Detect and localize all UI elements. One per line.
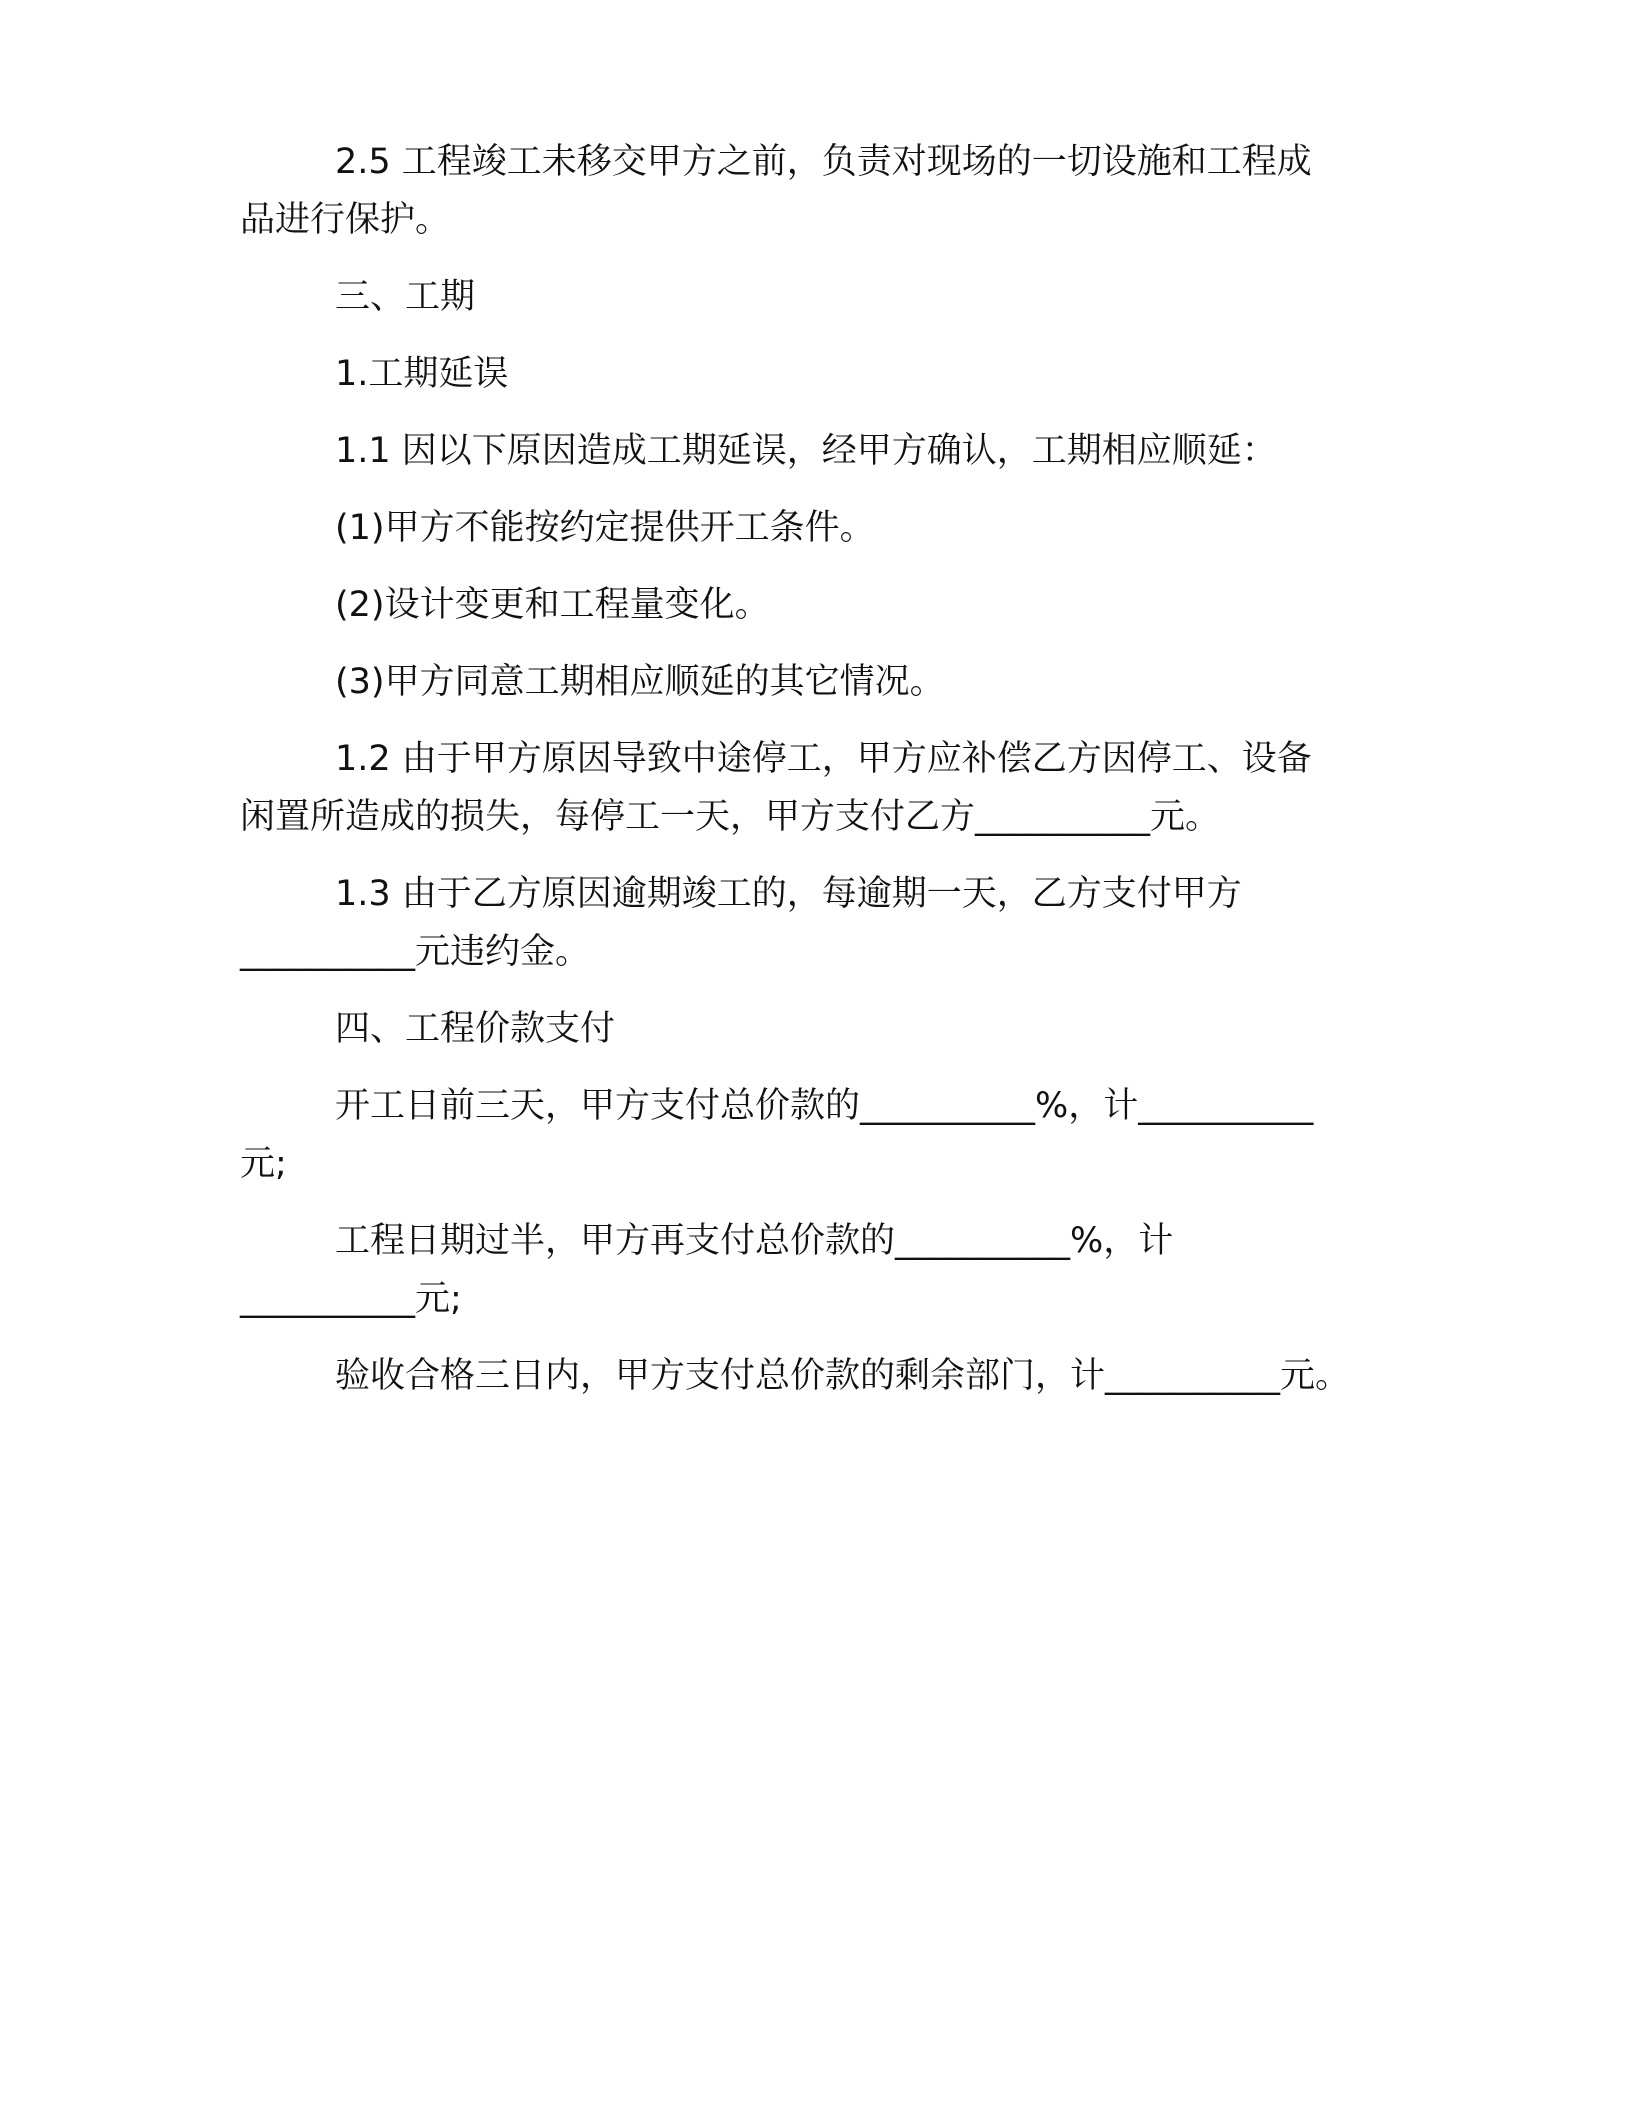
- paragraph-line: (2)设计变更和工程量变化。: [335, 585, 770, 625]
- paragraph-line: 2.5 工程竣工未移交甲方之前，负责对现场的一切设施和工程成: [335, 142, 1312, 182]
- paragraph-line: 元;: [240, 1144, 287, 1184]
- paragraph-line: 1.3 由于乙方原因逾期竣工的，每逾期一天，乙方支付甲方: [335, 874, 1242, 914]
- paragraph-line: 工程日期过半，甲方再支付总价款的__________%，计: [335, 1221, 1174, 1261]
- paragraph-line: 1.工期延误: [335, 354, 509, 394]
- section-title: 三、工期: [335, 277, 476, 317]
- paragraph-line: 1.2 由于甲方原因导致中途停工，甲方应补偿乙方因停工、设备: [335, 739, 1312, 779]
- paragraph-line: 品进行保护。: [240, 200, 451, 240]
- section-title: 四、工程价款支付: [335, 1009, 616, 1049]
- paragraph-line: (3)甲方同意工期相应顺延的其它情况。: [335, 662, 945, 702]
- paragraph-line: (1)甲方不能按约定提供开工条件。: [335, 508, 875, 548]
- paragraph-line: 验收合格三日内，甲方支付总价款的剩余部门，计__________元。: [335, 1356, 1351, 1396]
- paragraph-line: 1.1 因以下原因造成工期延误，经甲方确认，工期相应顺延：: [335, 431, 1277, 471]
- paragraph-line: __________元;: [240, 1279, 462, 1319]
- paragraph-line: __________元违约金。: [240, 932, 591, 972]
- paragraph-line: 开工日前三天，甲方支付总价款的__________%，计__________: [335, 1086, 1314, 1126]
- paragraph-line: 闲置所造成的损失，每停工一天，甲方支付乙方__________元。: [240, 797, 1221, 837]
